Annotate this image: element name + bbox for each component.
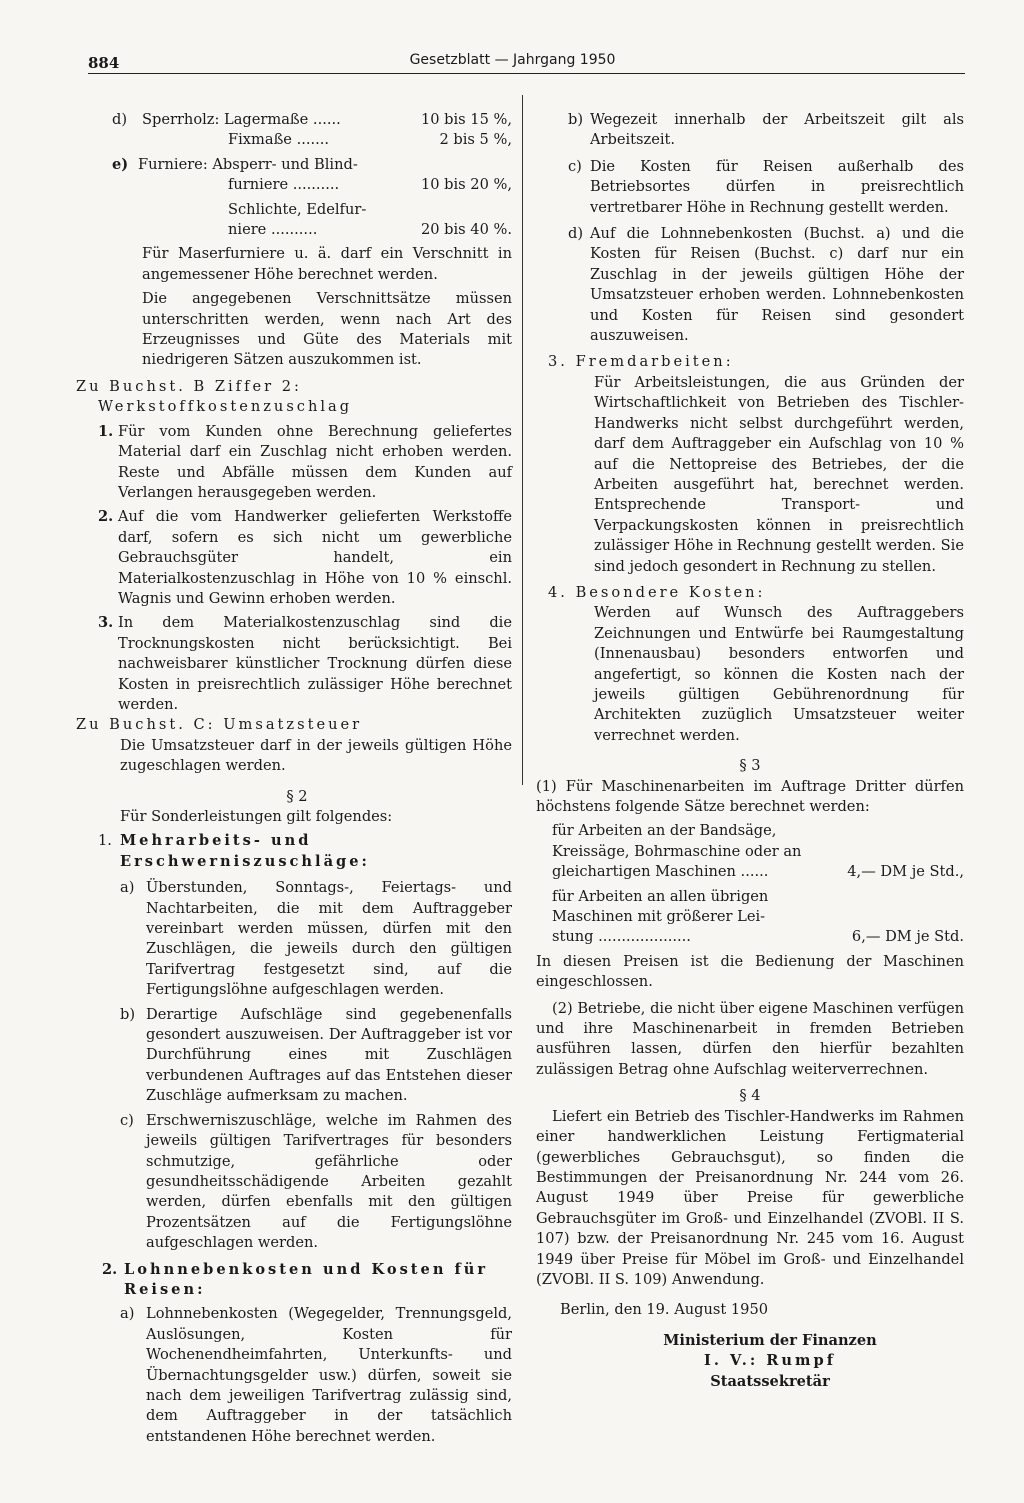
list-item: [82, 1304, 512, 1447]
item-text: Furniere: Absperr- und Blind-: [138, 155, 358, 173]
section-heading: Zu Buchst. B Ziffer 2:: [76, 377, 302, 395]
paragraph: In diesen Preisen ist die Bedienung der Maschinen eingeschlossen.: [536, 952, 964, 991]
list-item: [82, 613, 512, 715]
section-heading: 3. Fremdarbeiten:: [548, 353, 734, 371]
paragraph: Die angegebenen Verschnittsätze müssen unterschritten werden, wenn nach Art des Erzeugnisses und Güte des Materials mit niedrigeren Sätzen auszukommen ist.: [142, 290, 512, 369]
rate-text: Kreissäge, Bohrmaschine oder an: [552, 842, 802, 860]
list-item: [82, 1111, 512, 1254]
section-heading: Zu Buchst. C: Umsatzsteuer: [76, 716, 363, 734]
rate-block: [536, 887, 964, 948]
item-number: 1.: [98, 422, 114, 440]
header-rule: [88, 73, 965, 74]
item-text: Die Kosten für Reisen außerhalb des Betriebsortes dürfen in preisrechtlich vertretbarer Höhe in Rechnung gestellt werden.: [590, 157, 964, 216]
item-text: furniere ..........: [228, 176, 340, 194]
list-item: [82, 878, 512, 1000]
rate-value: 4,— DM je Std.,: [847, 863, 964, 881]
rate-text: für Arbeiten an der Bandsäge,: [552, 822, 777, 840]
paragraph: (1) Für Maschinenarbeiten im Auftrage Dritter dürfen höchstens folgende Sätze berechnet werden:: [536, 777, 964, 815]
item-label: b): [568, 111, 584, 128]
paragraph: Die Umsatzsteuer darf in der jeweils gültigen Höhe zugeschlagen werden.: [120, 736, 512, 775]
section-number: § 2: [286, 787, 308, 805]
section-number: § 3: [739, 757, 761, 775]
item-text: niere ..........: [228, 221, 318, 239]
item-label: b): [120, 1005, 136, 1023]
signature-name: I. V.: Rumpf: [704, 1352, 836, 1370]
date-line: Berlin, den 19. August 1950: [560, 1301, 769, 1319]
rate-line: [82, 220, 512, 240]
left-column: [76, 110, 512, 1447]
list-item: [536, 224, 964, 346]
rate-text: Maschinen mit größerer Lei-: [552, 908, 766, 926]
rate-block: [536, 821, 964, 882]
list-item: [82, 422, 512, 504]
item-text: Auf die vom Handwerker gelieferten Werkstoffe darf, sofern es sich nicht um gewerbliche Gebrauchsgüter handelt, ein Materialkostenzuschlag in Höhe von 10 % einschl. Wagnis und Gewinn erhoben werden.: [118, 508, 512, 607]
column-divider: [522, 95, 523, 785]
signature-ministry: Ministerium der Finanzen: [663, 1331, 877, 1349]
rate-line: [82, 200, 512, 220]
rate-value: 10 bis 15 %,: [420, 111, 512, 128]
rate-line: [82, 155, 512, 175]
item-label: a): [120, 879, 135, 897]
item-label: a): [120, 1305, 135, 1323]
list-item: [536, 157, 964, 218]
page-header: [60, 46, 965, 72]
rate-line: [552, 862, 964, 882]
item-text: Derartige Aufschläge sind gegebenenfalls gesondert auszuweisen. Der Auftraggeber ist vor Durchführung eines mit Zuschlägen verbundenen Auftrages auf das Entstehen dieser Zuschläge aufmerksam zu machen.: [146, 1005, 512, 1105]
rate-value: 6,— DM je Std.: [851, 928, 964, 946]
item-title: Mehrarbeits- und Erschwerniszuschläge:: [120, 832, 370, 870]
item-text: Auf die Lohnnebenkosten (Buchst. a) und die Kosten für Reisen (Buchst. c) darf nur ein Zuschlag in der jeweils gültigen Höhe der Umsatzsteuer erhoben werden. Lohnnebenkosten und Kosten für Reisen sind gesondert auszuweisen.: [590, 225, 964, 345]
item-number: 1.: [98, 832, 112, 850]
item-text: Wegezeit innerhalb der Arbeitszeit gilt als Arbeitszeit.: [590, 111, 964, 149]
paragraph: (2) Betriebe, die nicht über eigene Maschinen verfügen und ihre Maschinenarbeit in fremden Betrieben ausführen lassen, dürfen den hierfür bezahlten zulässigen Betrag ohne Aufschlag weiterverrechnen.: [536, 999, 964, 1078]
rate-line: [82, 175, 512, 195]
section-number: § 4: [739, 1087, 761, 1105]
section-heading: 4. Besondere Kosten:: [548, 583, 766, 601]
paragraph: Werden auf Wunsch des Auftraggebers Zeichnungen und Entwürfe bei Raumgestaltung (Innenausbau) besonders entworfen und angefertigt, so können die Kosten nach der jeweils gültigen Gebührenordnung für Architekten zuzüglich Umsatzsteuer weiter verrechnet werden.: [594, 604, 964, 744]
page-number: 884: [88, 54, 120, 72]
rate-line: [552, 927, 964, 947]
list-item: [536, 110, 964, 151]
item-number: 2.: [98, 508, 114, 526]
item-number: 2.: [102, 1260, 118, 1278]
item-label: d): [112, 111, 128, 128]
list-item: [82, 507, 512, 609]
item-title: Lohnnebenkosten und Kosten für Reisen:: [124, 1260, 489, 1298]
rate-value: 10 bis 20 %,: [420, 176, 512, 194]
page-title: Gesetzblatt — Jahrgang 1950: [409, 52, 616, 68]
paragraph: Liefert ein Betrieb des Tischler-Handwerks im Rahmen einer handwerklichen Leistung Fertigmaterial (gewerbliches Gebrauchsgut), so finden die Bestimmungen der Preisanordnung Nr. 244 vom 26. August 1949 über Preise für gewerbliche Gebrauchsgüter im Groß- und Einzelhandel (ZVOBl. II S. 107) bzw. der Preisanordnung Nr. 245 vom 16. August 1949 über Preise für Möbel im Groß- und Einzelhandel (ZVOBl. II S. 109) Anwendung.: [536, 1107, 964, 1288]
item-text: In dem Materialkostenzuschlag sind die Trocknungskosten nicht berücksichtigt. Bei nachweisbarer künstlicher Trocknung dürfen diese Kosten in preisrechtlich zulässiger Höhe berechnet werden.: [118, 614, 512, 713]
rate-value: 20 bis 40 %.: [420, 221, 512, 239]
rate-value: 2 bis 5 %,: [439, 131, 512, 149]
item-label: e): [112, 155, 129, 173]
rate-text: gleichartigen Maschinen ......: [552, 863, 769, 881]
item-text: Überstunden, Sonntags-, Feiertags- und Nachtarbeiten, die mit dem Auftraggeber vereinbart werden müssen, dürfen mit den Zuschlägen, die jeweils durch den gültigen Tarifvertrag festgesetzt sind, auf die Fertigungslöhne aufgeschlagen werden.: [146, 879, 512, 999]
item-label: c): [120, 1111, 134, 1129]
list-item: [82, 1005, 512, 1107]
item-label: d): [568, 225, 584, 243]
paragraph: Für Maserfurniere u. ä. darf ein Verschnitt in angemessener Höhe berechnet werden.: [142, 245, 512, 283]
rate-text: stung ....................: [552, 928, 691, 946]
right-column: [536, 110, 964, 1392]
paragraph: Für Sonderleistungen gilt folgendes:: [120, 808, 393, 825]
item-text: Fixmaße .......: [228, 131, 330, 149]
item-text: Sperrholz: Lagermaße ......: [142, 111, 341, 128]
rate-line: [82, 110, 512, 130]
list-item: [82, 1260, 512, 1301]
item-text: Für vom Kunden ohne Berechnung geliefertes Material darf ein Zuschlag nicht erhoben werden. Reste und Abfälle müssen dem Kunden auf Verlangen herausgegeben werden.: [118, 422, 512, 501]
item-number: 3.: [98, 614, 114, 632]
rate-line: [82, 130, 512, 150]
list-item: [82, 831, 512, 872]
item-text: Erschwerniszuschläge, welche im Rahmen des jeweils gültigen Tarifvertrages für besonders schmutzige, gefährliche oder gesundheitsschädigende Arbeiten gezahlt werden, dürfen ebenfalls mit den gültigen Prozentsätzen auf die Fertigungslöhne aufgeschlagen werden.: [146, 1111, 512, 1252]
paragraph: Für Arbeitsleistungen, die aus Gründen der Wirtschaftlichkeit von Betrieben des Tischler-Handwerks nicht selbst durchgeführt werden, darf dem Auftraggeber ein Aufschlag von 10 % auf die Nettopreise des Betriebes, der die Arbeiten ausgeführt hat, berechnet werden. Entsprechende Transport- und Verpackungskosten können in preisrechtlich zulässiger Höhe in Rechnung gestellt werden. Sie sind jedoch gesondert in Rechnung zu stellen.: [594, 373, 964, 575]
signature-title: Staatssekretär: [710, 1372, 830, 1390]
section-heading: Werkstoffkostenzuschlag: [98, 398, 353, 416]
item-label: c): [568, 157, 582, 175]
item-text: Lohnnebenkosten (Wegegelder, Trennungsgeld, Auslösungen, Kosten für Wochenendheimfahrten, Unterkunfts- und Übernachtungsgelder usw.) dürfen, soweit sie nach dem jeweiligen Tarifvertrag zulässig sind, dem Auftraggeber in der tatsächlich entstandenen Höhe berechnet werden.: [146, 1305, 512, 1445]
rate-text: für Arbeiten an allen übrigen: [552, 887, 769, 905]
item-text: Schlichte, Edelfur-: [228, 200, 367, 218]
